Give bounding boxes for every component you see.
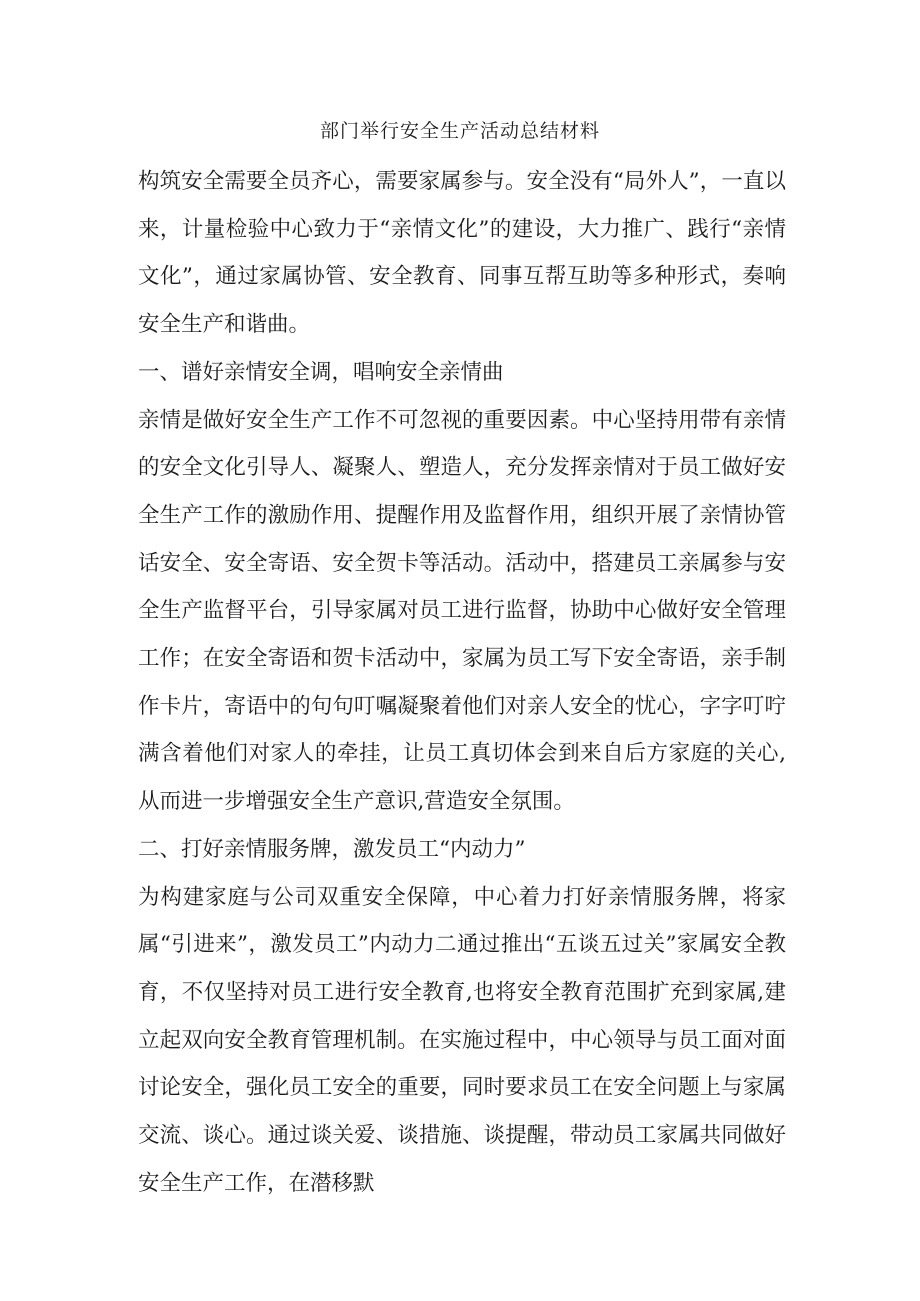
document-body (138, 158, 786, 1207)
section-2-paragraph: 为构建家庭与公司双重安全保障，中心着力打好亲情服务牌，将家属“引进来”，激发员工”内动力二通过推出“五谈五过关”家属安全教育，不仅坚持对员工进行安全教育,也将安全教育范围扩充到家属,建立起双向安全教育管理机制。在实施过程中，中心领导与员工面对面讨论安全，强化员工安全的重要，同时要求员工在安全问题上与家属交流、谈心。通过谈关爱、谈措施、谈提醒，带动员工家属共同做好安全生产工作，在潜移默 (138, 884, 786, 1196)
section-2-heading: 二、打好亲情服务牌，激发员工“内动力” (138, 836, 526, 862)
section-1-heading: 一、谱好亲情安全调，唱响安全亲情曲 (138, 359, 504, 385)
section-1-paragraph: 亲情是做好安全生产工作不可忽视的重要因素。中心坚持用带有亲情的安全文化引导人、凝聚人、塑造人，充分发挥亲情对于员工做好安全生产工作的激励作用、提醒作用及监督作用，组织开展了亲情协管话安全、安全寄语、安全贺卡等活动。活动中，搭建员工亲属参与安全生产监督平台，引导家属对员工进行监督，协助中心做好安全管理工作；在安全寄语和贺卡活动中，家属为员工写下安全寄语，亲手制作卡片，寄语中的句句叮嘱凝聚着他们对亲人安全的忧心，字字叮咛满含着他们对家人的牵挂，让员工真切体会到来自后方家庭的关心,从而进一步增强安全生产意识,营造安全氛围。 (138, 407, 786, 815)
intro-paragraph: 构筑安全需要全员齐心，需要家属参与。安全没有“局外人”，一直以来，计量检验中心致力于“亲情文化”的建设，大力推广、践行“亲情文化”，通过家属协管、安全教育、同事互帮互助等多种形式，奏响安全生产和谐曲。 (138, 169, 786, 338)
document-title: 部门举行安全生产活动总结材料 (319, 120, 600, 142)
